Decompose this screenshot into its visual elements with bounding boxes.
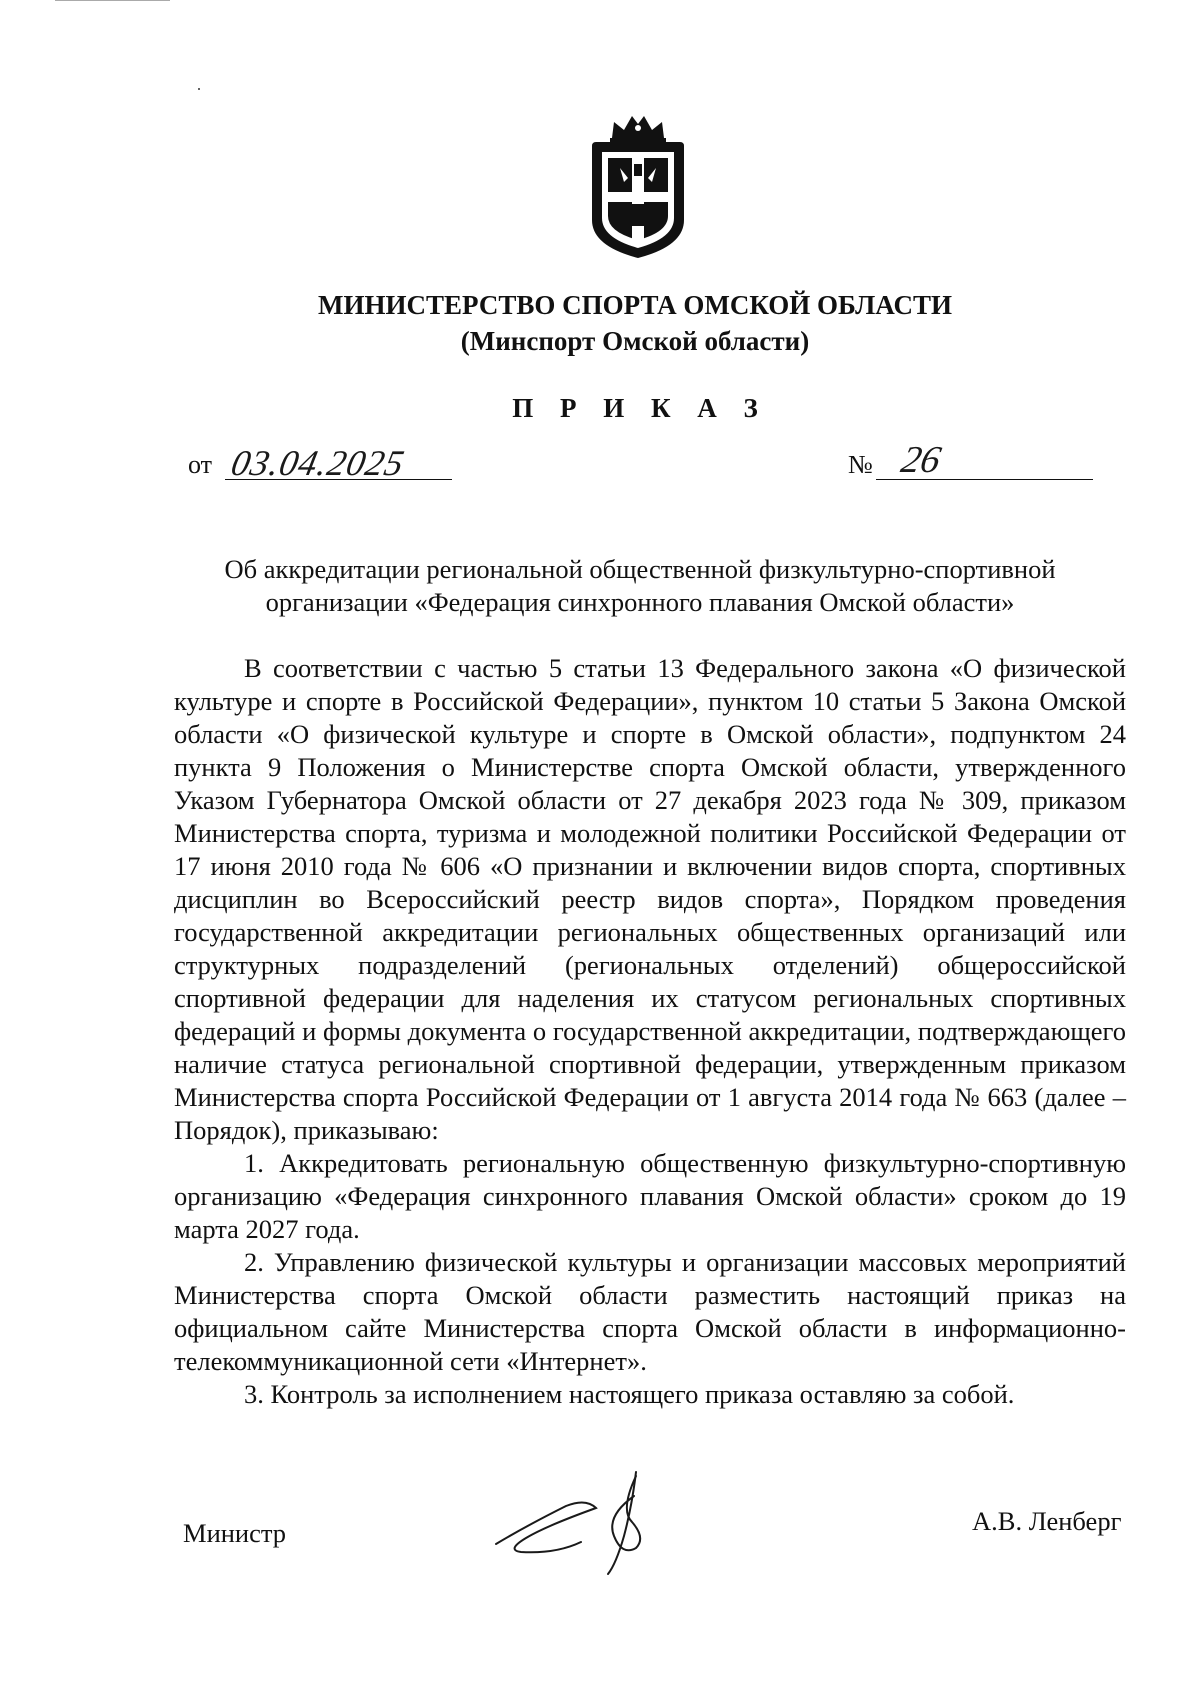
number-underline [876,479,1093,480]
number-prefix: № [848,450,873,479]
ministry-heading [0,287,1200,359]
order-item-2: 2. Управлению физической культуры и организации массовых мероприятий Министерства спорта Омской области разместить настоящий приказ на официальном сайте Министерства спорта Омской области в информационно-телекоммуникационной сети «Интернет». [174,1247,1126,1376]
order-subject [0,553,1200,619]
preamble-paragraph: В соответствии с частью 5 статьи 13 Федерального закона «О физической культуре и спорте в Российской Федерации», пунктом 10 статьи 5 Закона Омской области «О физической культуре и спорте в Омской области», подпунктом 24 пункта 9 Положения о Министерстве спорта Омской области, утвержденного Указом Губернатора Омской области от 27 декабря 2023 года № 309, приказом Министерства спорта, туризма и молодежной политики Российской Федерации от 17 июня 2010 года № 606 «О признании и включении видов спорта, спортивных дисциплин во Всероссийский реестр видов спорта», Порядком проведения государственной аккредитации региональных общественных организаций или структурных подразделений (региональных отделений) общероссийской спортивной федерации для наделения их статусом региональных спортивных федераций и формы документа о государственной аккредитации, подтверждающего наличие статуса региональной спортивной федерации, утвержденным приказом Министерства спорта Российской Федерации от 1 августа 2014 года № 663 (далее – Порядок), приказываю: [174,653,1126,1145]
order-item-1: 1. Аккредитовать региональную общественную физкультурно-спортивную организацию «Федерация синхронного плавания Омской области» сроком до 19 марта 2027 года. [174,1148,1126,1244]
ministry-name: МИНИСТЕРСТВО СПОРТА ОМСКОЙ ОБЛАСТИ [318,290,952,320]
order-body [174,652,1126,1411]
ministry-short-name: (Минспорт Омской области) [460,326,810,356]
date-prefix: от [188,450,213,479]
subject-line-2: организации «Федерация синхронного плавания Омской области» [265,587,1015,617]
scan-speck [198,88,200,90]
signer-name: А.В. Ленберг [972,1506,1122,1536]
order-number-handwritten: 26 [897,439,945,481]
order-date-handwritten: 03.04.2025 [227,443,409,483]
order-title: П Р И К А З [512,393,768,423]
omsk-coat-of-arms-icon [582,108,694,260]
handwritten-signature [486,1466,711,1576]
subject-line-1: Об аккредитации региональной общественной физкультурно-спортивной [224,554,1056,584]
order-item-3: 3. Контроль за исполнением настоящего приказа оставляю за собой. [244,1379,1015,1409]
signer-title: Министр [183,1518,287,1548]
scan-edge-line [55,0,170,1]
date-underline [225,479,452,480]
